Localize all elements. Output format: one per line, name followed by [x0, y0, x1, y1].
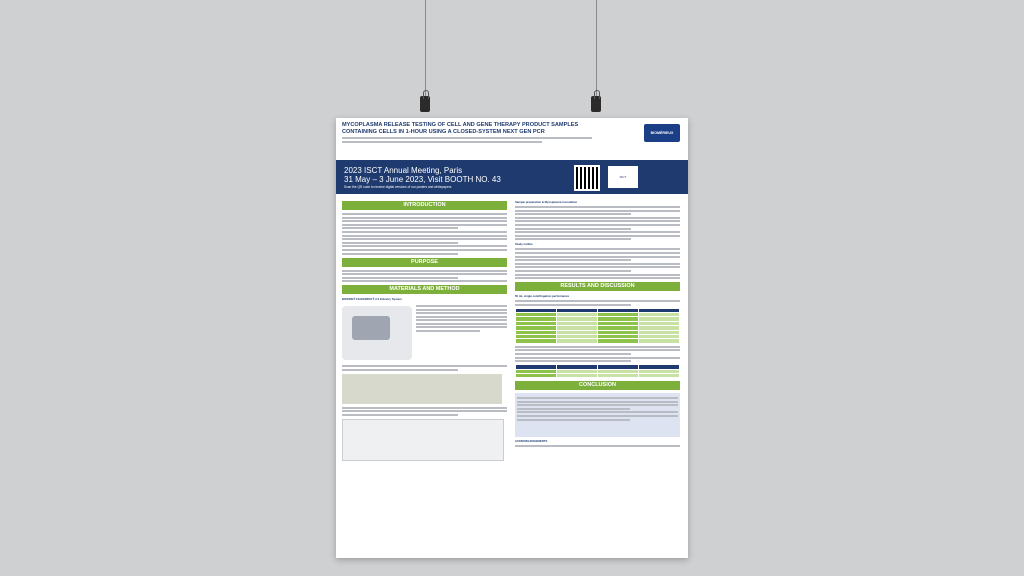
right-column	[515, 198, 680, 464]
section-introduction: INTRODUCTION	[342, 201, 507, 210]
biomerieux-logo: BIOMÉRIEUX	[644, 124, 680, 142]
binder-clip-left	[420, 96, 430, 112]
event-banner	[336, 160, 688, 194]
hanging-wire-left	[425, 0, 426, 100]
poster-body	[336, 194, 688, 468]
subheading-results: 50 mL single centrifugation performance	[515, 294, 570, 299]
banner-title: 2023 ISCT Annual Meeting, Paris	[344, 165, 463, 175]
left-column	[342, 198, 507, 464]
poster	[336, 118, 688, 558]
section-purpose: PURPOSE	[342, 258, 507, 267]
section-conclusion: CONCLUSION	[515, 381, 680, 390]
sample-photos	[342, 374, 502, 404]
qr-code-icon	[574, 165, 600, 191]
conclusion-box	[515, 393, 680, 437]
subheading-study: Study outline	[515, 242, 533, 247]
subheading-ack: ACKNOWLEDGEMENTS	[515, 439, 548, 444]
hanging-wire-right	[596, 0, 597, 100]
comparison-table	[515, 364, 680, 378]
poster-title: MYCOPLASMA RELEASE TESTING OF CELL AND GENE THERAPY PRODUCT SAMPLES CONTAINING CELLS IN 1-HOUR USING A CLOSED-SYSTEM NEXT GEN PCR	[342, 122, 579, 135]
section-materials: MATERIALS AND METHOD	[342, 285, 507, 294]
banner-dates: 31 May – 3 June 2023, Visit BOOTH NO. 43	[344, 174, 501, 184]
banner-subtitle: Scan the QR code to receive digital versions of our posters and whitepapers	[344, 184, 452, 189]
binder-clip-right	[591, 96, 601, 112]
isct-badge: ISCT	[608, 166, 638, 188]
subheading-sample-prep: Sample preparation & Mycoplasma inoculation	[515, 200, 578, 204]
poster-authors	[342, 137, 612, 143]
workflow-diagram	[342, 419, 504, 461]
instrument-image	[342, 306, 412, 360]
poster-header	[336, 118, 688, 160]
results-table	[515, 308, 680, 344]
section-results: RESULTS AND DISCUSSION	[515, 282, 680, 291]
subheading-system: BIOFIRE® FILMARRAY® 2.0 Industry System	[342, 297, 402, 302]
